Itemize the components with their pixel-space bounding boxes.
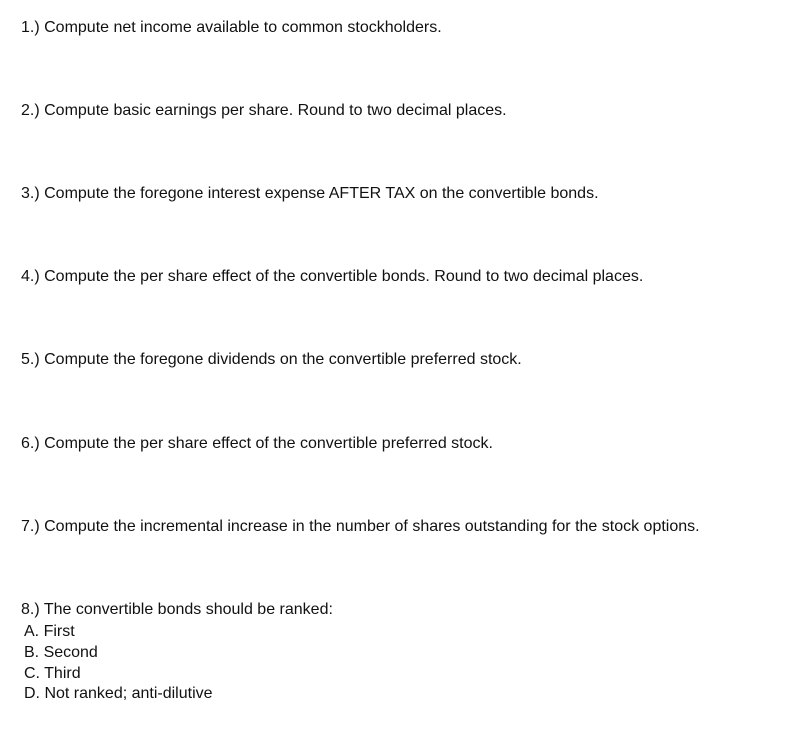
option-a[interactable]: A. First	[24, 623, 75, 640]
question-6: 6.) Compute the per share effect of the convertible preferred stock.	[21, 435, 493, 452]
answer-options	[24, 622, 213, 705]
question-1: 1.) Compute net income available to common stockholders.	[21, 19, 442, 36]
question-2: 2.) Compute basic earnings per share. Round to two decimal places.	[21, 102, 507, 119]
question-3: 3.) Compute the foregone interest expense AFTER TAX on the convertible bonds.	[21, 185, 599, 202]
question-5: 5.) Compute the foregone dividends on the convertible preferred stock.	[21, 351, 522, 368]
question-4: 4.) Compute the per share effect of the convertible bonds. Round to two decimal places.	[21, 268, 644, 285]
question-8: 8.) The convertible bonds should be ranked:	[21, 601, 333, 618]
option-d[interactable]: D. Not ranked; anti-dilutive	[24, 685, 213, 703]
option-b[interactable]: B. Second	[24, 643, 98, 661]
question-7: 7.) Compute the incremental increase in the number of shares outstanding for the stock options.	[21, 518, 700, 535]
option-c[interactable]: C. Third	[24, 664, 81, 682]
